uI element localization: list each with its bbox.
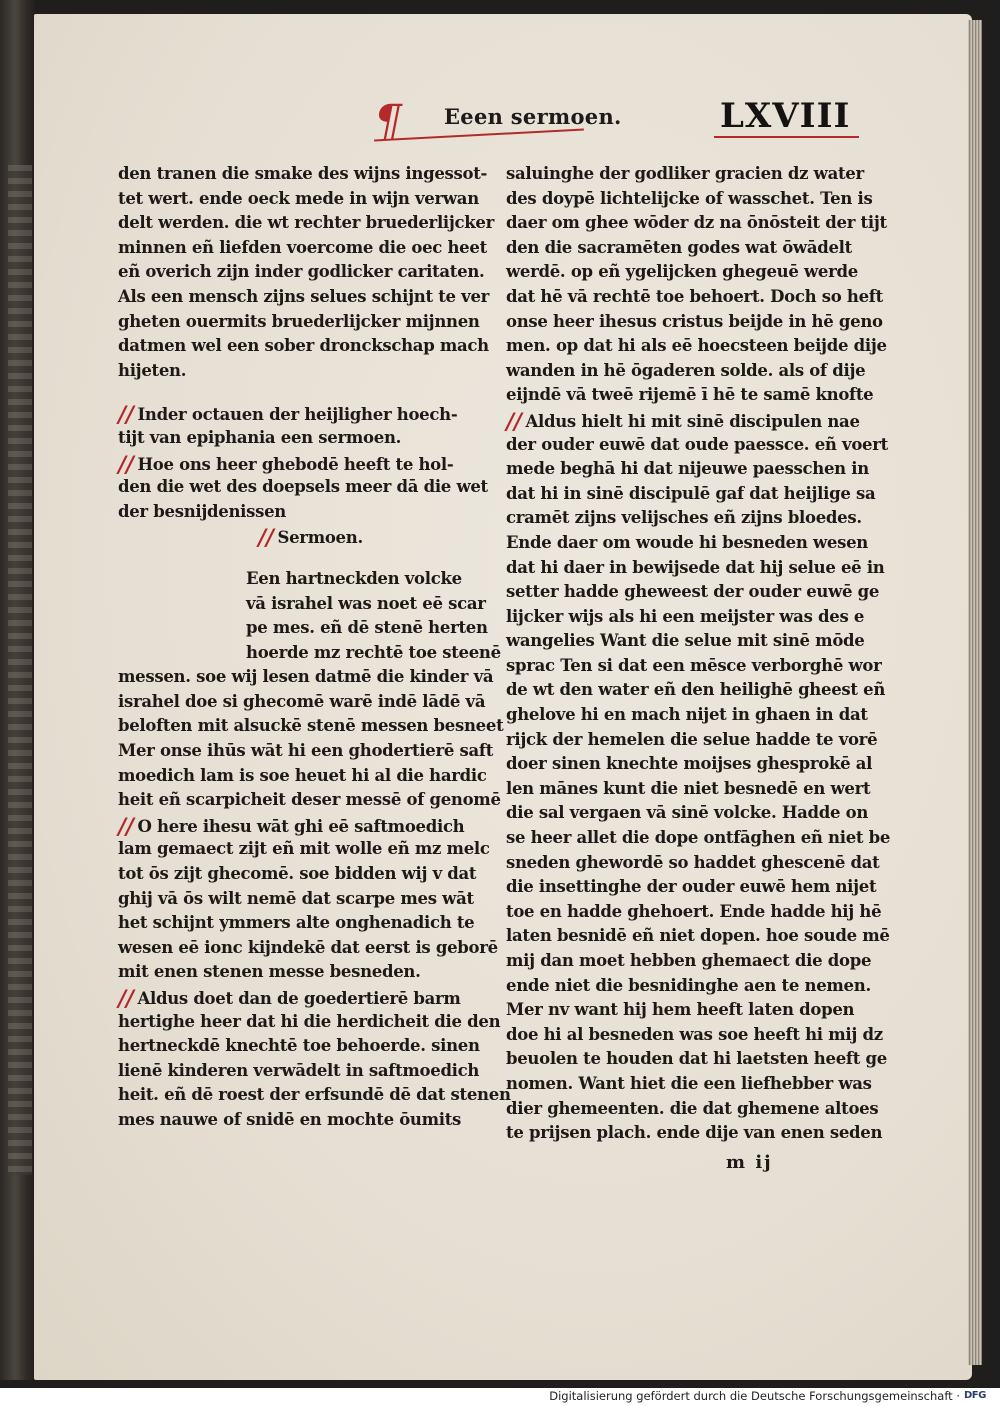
line-text: de wt den water eñ den heilighē gheest eñ <box>506 680 886 700</box>
line-text: toe en hadde ghehoert. Ende hadde hij hē <box>506 901 882 921</box>
text-line <box>506 678 886 703</box>
text-line <box>118 862 478 887</box>
line-text: Aldus doet dan de goedertierē barm <box>137 989 461 1008</box>
line-text: die sal vergaen vā sinē volcke. Hadde on <box>506 803 869 823</box>
right-text-column <box>506 162 891 1146</box>
line-text: doer sinen knechte moijses ghesprokē al <box>506 754 873 774</box>
line-text: Een hartneckden volcke <box>246 568 462 588</box>
text-line <box>118 887 478 912</box>
text-line <box>118 567 478 592</box>
signature-mark: m ij <box>726 1152 773 1173</box>
text-line <box>506 924 890 949</box>
line-text: die insettinghe der ouder euwē hem nijet <box>506 877 877 897</box>
text-line <box>118 451 478 476</box>
line-text: setter hadde gheweest der ouder euwē ge <box>506 582 880 602</box>
folio-number: LXVIII <box>720 96 851 136</box>
text-line <box>118 739 494 764</box>
red-rule <box>374 129 584 142</box>
line-text: Sermoen. <box>277 528 363 548</box>
line-text: den tranen die smake des wijns ingessot- <box>118 164 488 183</box>
text-line <box>506 383 874 408</box>
line-text: ende niet die besnidinghe aen te nemen. <box>506 975 871 995</box>
text-line <box>118 475 488 500</box>
line-text: rijck der hemelen die selue hadde te vorē <box>506 729 878 749</box>
text-line <box>118 211 495 236</box>
line-text: moedich lam is soe heuet hi al die hardic <box>118 765 487 785</box>
line-text: onse heer ihesus cristus beijde in hē geno <box>506 311 883 331</box>
text-line <box>506 482 876 507</box>
line-text: des doypē lichtelijcke of wasschet. Ten is <box>506 188 873 208</box>
dfg-logo: DFG <box>964 1390 986 1401</box>
text-line <box>118 334 489 359</box>
line-text: mij dan moet hebben ghemaect die dope <box>506 951 872 970</box>
line-text: lienē kinderen verwādelt in saftmoedich <box>118 1060 480 1080</box>
text-line <box>506 728 878 753</box>
line-text: den die wet des doepsels meer dā die wet <box>118 477 488 497</box>
text-line <box>118 187 478 212</box>
text-line <box>118 285 490 310</box>
line-text: Aldus hielt hi mit sinē discipulen nae <box>525 411 860 431</box>
line-text: eñ overich zijn inder godlicker caritaten. <box>118 262 485 282</box>
line-text: tot ōs zijt ghecomē. soe bidden wij v dat <box>118 864 477 884</box>
running-title: Eeen sermoen. <box>444 104 622 129</box>
line-text: Mer onse ihūs wāt hi een ghodertierē saft <box>118 741 494 761</box>
book-page <box>34 14 972 1380</box>
text-line <box>506 260 866 285</box>
line-text: hertighe heer dat hi die herdicheit die den <box>118 1011 501 1031</box>
line-text: Ende daer om woude hi besneden wesen <box>506 532 868 552</box>
text-line <box>506 408 866 433</box>
paragraph-mark-icon: // <box>118 813 134 840</box>
text-line <box>506 777 871 802</box>
text-line <box>118 401 478 429</box>
text-line <box>506 998 866 1023</box>
line-text: hoerde mz rechtē toe steenē <box>246 642 501 662</box>
text-line <box>118 1059 478 1084</box>
line-text: Inder octauen der heijligher hoech- <box>137 405 458 425</box>
text-line <box>506 211 887 236</box>
text-line <box>506 703 866 728</box>
text-line <box>118 985 478 1010</box>
page-block-edges <box>968 20 982 1365</box>
left-text-column <box>118 162 511 1133</box>
line-text: het schijnt ymmers alte onghenadich te <box>118 913 475 933</box>
text-line <box>506 556 885 581</box>
text-line <box>118 960 478 985</box>
line-text: saluinghe der godliker gracien dz water <box>506 164 864 183</box>
line-text: der besnijdenissen <box>118 501 287 521</box>
text-line <box>118 837 490 862</box>
text-line <box>118 764 487 789</box>
line-text: wangelies Want die selue mit sinē mōde <box>506 631 865 651</box>
line-text: wesen eē ionc kijndekē dat eerst is geborē <box>118 937 498 957</box>
line-text: mes nauwe of snidē en mochte ōumits <box>118 1109 462 1129</box>
paragraph-gap <box>118 549 478 567</box>
text-line <box>506 1072 872 1097</box>
line-text: mit enen stenen messe besneden. <box>118 962 421 982</box>
funding-notice: Digitalisierung gefördert durch die Deutsche Forschungsgemeinschaft · <box>549 1389 960 1403</box>
text-line <box>118 236 487 261</box>
text-line <box>506 433 888 458</box>
line-text: ghij vā ōs wilt nemē dat scarpe mes wāt <box>118 888 474 908</box>
text-line <box>506 310 883 335</box>
paragraph-mark-icon: // <box>258 525 274 552</box>
line-text: gheten ouermits bruederlijcker mijnnen <box>118 311 480 331</box>
line-text: te prijsen plach. ende dije van enen seden <box>506 1123 883 1143</box>
line-text: dat hi in sinē discipulē gaf dat heijlige sa <box>506 483 876 503</box>
text-line <box>506 187 873 212</box>
line-text: den die sacramēten godes wat ōwādelt <box>506 237 852 257</box>
text-line <box>118 911 478 936</box>
text-line <box>118 162 488 187</box>
text-line <box>118 500 478 525</box>
text-line <box>506 506 866 531</box>
line-text: beuolen te houden dat hi laetsten heeft ge <box>506 1049 887 1069</box>
line-text: se heer allet die dope ontfāghen eñ niet be <box>506 828 891 848</box>
line-text: werdē. op eñ ygelijcken ghegeuē werde <box>506 262 858 282</box>
text-line <box>506 826 891 851</box>
line-text: Hoe ons heer ghebodē heeft te hol- <box>137 454 454 474</box>
text-line <box>506 974 871 999</box>
line-text: beloften mit alsuckē stenē messen besneet <box>118 716 504 736</box>
line-text: cramēt zijns velijsches eñ zijns bloedes. <box>506 508 862 528</box>
text-line <box>118 1010 501 1035</box>
text-line <box>506 875 877 900</box>
line-text: doe hi al besneden was soe heeft hi mij dz <box>506 1024 883 1044</box>
line-text: sneden ghewordē so haddet ghescenē dat <box>506 852 880 872</box>
line-text: men. op dat hi als eē hoecsteen beijde dije <box>506 336 887 356</box>
line-text: hijeten. <box>118 360 187 380</box>
line-text: Mer nv want hij hem heeft laten dopen <box>506 1000 855 1020</box>
line-text: daer om ghee wōder dz na ōnōsteit der tijt <box>506 213 887 233</box>
text-line <box>118 310 478 335</box>
paragraph-mark-icon: // <box>506 408 522 435</box>
line-text: tet wert. ende oeck mede in wijn verwan <box>118 188 479 208</box>
text-line <box>506 605 866 630</box>
line-text: mede beghā hi dat nijeuwe paesschen in <box>506 459 869 479</box>
paragraph-gap <box>118 383 478 401</box>
paragraph-mark-icon: // <box>118 986 134 1012</box>
line-text: dat hē vā rechtē toe behoert. Doch so heft <box>506 286 883 306</box>
text-line <box>118 616 488 641</box>
text-line <box>118 359 478 384</box>
text-line <box>506 1121 883 1146</box>
text-line <box>506 801 869 826</box>
previous-page-edge <box>8 165 32 1175</box>
paragraph-mark-icon: // <box>118 402 134 429</box>
text-line <box>118 592 486 617</box>
line-text: wanden in hē ōgaderen solde. als of dije <box>506 360 866 380</box>
line-text: eijndē vā tweē rijemē ī hē te samē knofte <box>506 385 874 405</box>
text-line <box>118 665 494 690</box>
line-text: ghelove hi en mach nijet in ghaen in dat <box>506 705 868 725</box>
line-text: laten besnidē eñ niet dopen. hoe soude mē <box>506 926 890 946</box>
text-line <box>506 949 872 974</box>
text-line <box>118 1083 511 1108</box>
line-text: israhel doe si ghecomē warē indē lādē vā <box>118 691 486 711</box>
line-text: heit eñ scarpicheit deser messē of genomē <box>118 790 501 810</box>
running-head <box>374 92 874 152</box>
line-text: Als een mensch zijns selues schijnt te ver <box>118 286 490 306</box>
line-text: nomen. Want hiet die een liefhebber was <box>506 1073 872 1093</box>
line-text: dier ghemeenten. die dat ghemene altoes <box>506 1098 879 1118</box>
line-text: heit. eñ dē roest der erfsundē dē dat stenen <box>118 1085 511 1105</box>
text-line <box>506 654 882 679</box>
footer-bar <box>0 1388 1000 1406</box>
pilcrow-icon: ¶ <box>374 96 402 147</box>
text-line <box>118 1108 478 1133</box>
folio-rule <box>714 136 859 138</box>
text-line <box>506 900 882 925</box>
text-line <box>506 359 866 384</box>
line-text: messen. soe wij lesen datmē die kinder vā <box>118 667 494 687</box>
text-line <box>118 936 498 961</box>
text-line <box>506 580 880 605</box>
text-line <box>506 162 866 187</box>
text-line <box>118 641 501 666</box>
text-line <box>506 629 866 654</box>
text-line <box>118 788 501 813</box>
text-line <box>506 1047 887 1072</box>
text-line <box>506 236 866 261</box>
line-text: lam gemaect zijt eñ mit wolle eñ mz melc <box>118 839 490 859</box>
text-line <box>506 285 883 310</box>
line-text: lijcker wijs als hi een meijster was des e <box>506 606 865 626</box>
text-line <box>118 524 478 552</box>
line-text: sprac Ten si dat een mēsce verborghē wor <box>506 655 882 675</box>
paragraph-mark-icon: // <box>118 451 134 478</box>
line-text: minnen eñ liefden voercome die oec heet <box>118 237 487 257</box>
text-line <box>118 813 478 838</box>
line-text: datmen wel een sober dronckschap mach <box>118 336 489 356</box>
text-line <box>506 851 880 876</box>
line-text: vā israhel was noet eē scar <box>246 593 486 613</box>
text-line <box>506 1023 883 1048</box>
line-text: pe mes. eñ dē stenē herten <box>246 618 488 638</box>
text-line <box>506 531 866 556</box>
line-text: len mānes kunt die niet besnedē en wert <box>506 778 871 798</box>
line-text: der ouder euwē dat oude paessce. eñ voert <box>506 434 888 454</box>
text-line <box>118 1034 478 1059</box>
line-text: dat hi daer in bewijsede dat hij selue eē in <box>506 557 885 577</box>
text-line <box>506 1097 879 1122</box>
text-line <box>118 690 486 715</box>
text-line <box>506 752 873 777</box>
line-text: tijt van epiphania een sermoen. <box>118 427 402 447</box>
text-line <box>506 457 869 482</box>
line-text: delt werden. die wt rechter bruederlijcker <box>118 213 495 233</box>
text-line <box>118 426 478 451</box>
text-line <box>118 260 485 285</box>
text-line <box>506 334 887 359</box>
text-line <box>118 714 504 739</box>
line-text: O here ihesu wāt ghi eē saftmoedich <box>137 816 465 836</box>
line-text: hertneckdē knechtē toe behoerde. sinen <box>118 1036 480 1056</box>
